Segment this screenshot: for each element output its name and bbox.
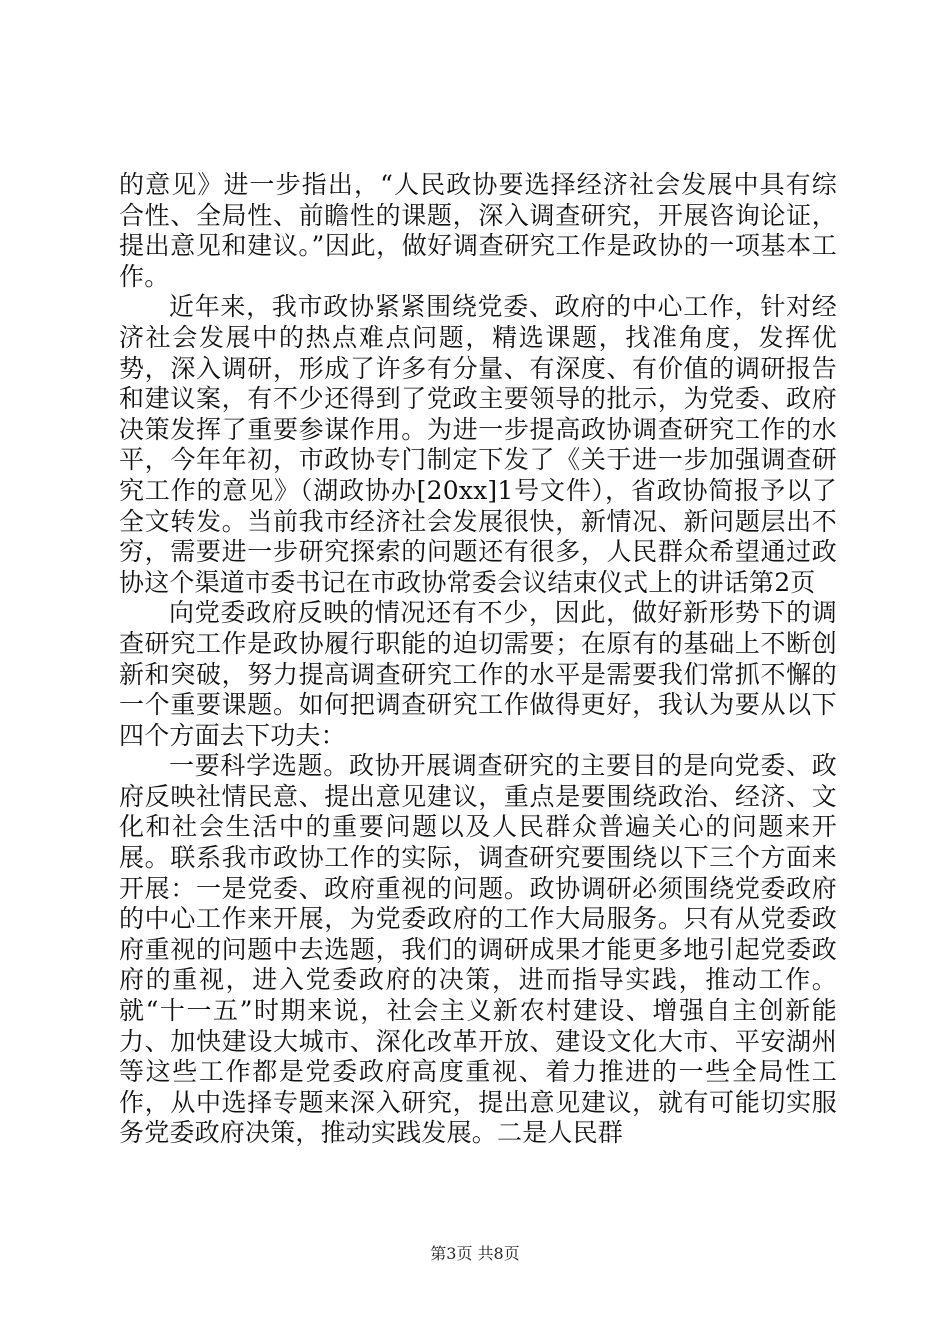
document-body [119,170,837,1149]
paragraph: 向党委政府反映的情况还有不少，因此，做好新形势下的调查研究工作是政协履行职能的迫切需要；在原有的基础上不断创新和突破，努力提高调查研究工作的水平是需要我们常抓不懈的一个重要课题。如何把调查研究工作做得更好，我认为要从以下四个方面去下功夫： [119,598,837,750]
paragraph: 一要科学选题。政协开展调查研究的主要目的是向党委、政府反映社情民意、提出意见建议，重点是要围绕政治、经济、文化和社会生活中的重要问题以及人民群众普遍关心的问题来开展。联系我市政协工作的实际，调查研究要围绕以下三个方面来开展：一是党委、政府重视的问题。政协调研必须围绕党委政府的中心工作来开展，为党委政府的工作大局服务。只有从党委政府重视的问题中去选题，我们的调研成果才能更多地引起党委政府的重视，进入党委政府的决策，进而指导实践，推动工作。就“十一五”时期来说，社会主义新农村建设、增强自主创新能力、加快建设大城市、深化改革开放、建设文化大市、平安湖州等这些工作都是党委政府高度重视、着力推进的一些全局性工作，从中选择专题来深入研究，提出意见建议，就有可能切实服务党委政府决策，推动实践发展。二是人民群 [119,751,837,1148]
page-footer: 第3页 共8页 [430,1244,520,1263]
paragraph: 近年来，我市政协紧紧围绕党委、政府的中心工作，针对经济社会发展中的热点难点问题，精选课题，找准角度，发挥优势，深入调研，形成了许多有分量、有深度、有价值的调研报告和建议案，有不少还得到了党政主要领导的批示，为党委、政府决策发挥了重要参谋作用。为进一步提高政协调查研究工作的水平，今年年初，市政协专门制定下发了《关于进一步加强调查研究工作的意见》（湖政协办[20xx]1号文件），省政协简报予以了全文转发。当前我市经济社会发展很快，新情况、新问题层出不穷，需要进一步研究探索的问题还有很多，人民群众希望通过政协这个渠道市委书记在市政协常委会议结束仪式上的讲话第2页 [119,292,837,597]
paragraph: 的意见》进一步指出，“人民政协要选择经济社会发展中具有综合性、全局性、前瞻性的课题，深入调查研究，开展咨询论证，提出意见和建议。”因此，做好调查研究工作是政协的一项基本工作。 [119,170,837,291]
